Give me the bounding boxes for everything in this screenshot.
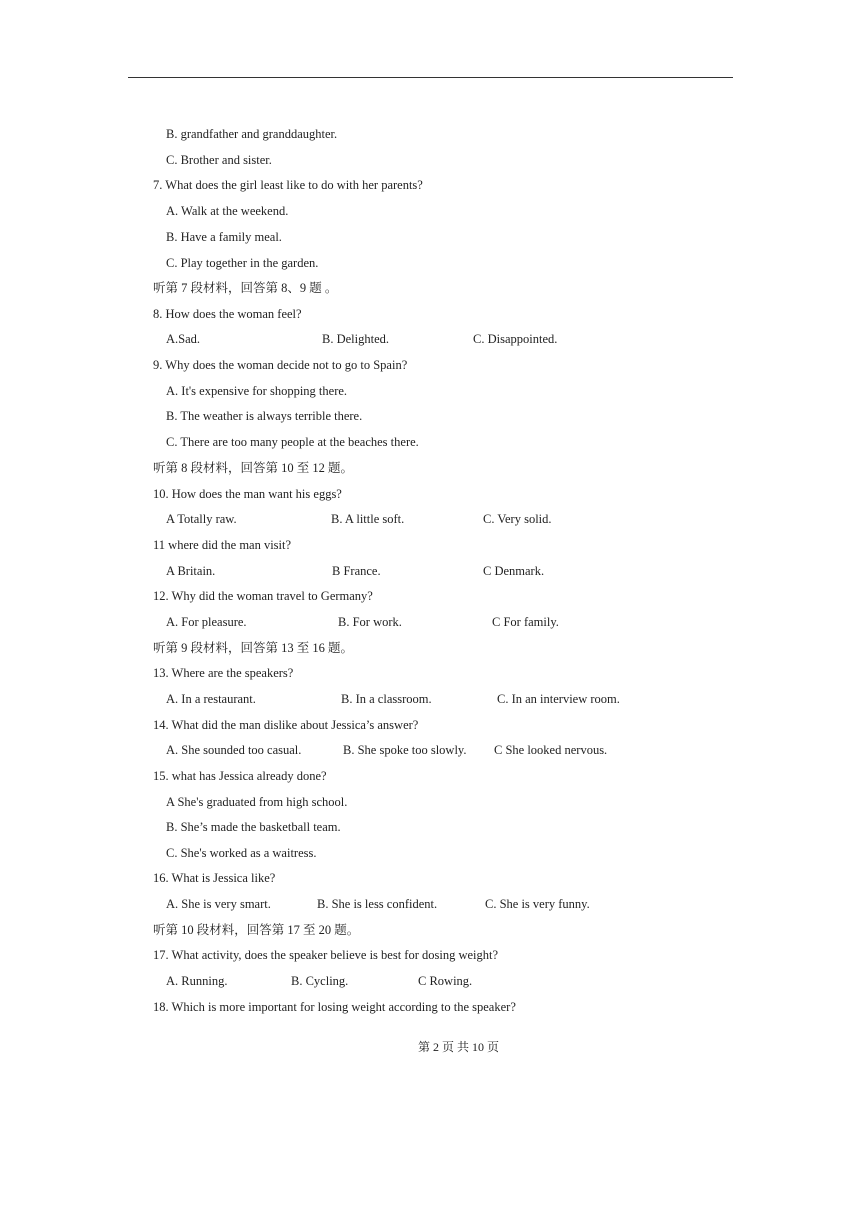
- question-text: 7. What does the girl least like to do with her parents?: [153, 178, 423, 192]
- question-text: 12. Why did the woman travel to Germany?: [153, 589, 373, 603]
- answer-option: C. In an interview room.: [497, 692, 620, 706]
- answer-option: B. She’s made the basketball team.: [166, 820, 341, 834]
- answer-option: A Britain.: [166, 564, 216, 578]
- answer-option: B. She spoke too slowly.: [343, 743, 467, 757]
- answer-option: A.Sad.: [166, 332, 201, 346]
- question-text: 11 where did the man visit?: [153, 538, 292, 552]
- answer-option: A. It's expensive for shopping there.: [166, 384, 348, 398]
- answer-option: C. She is very funny.: [485, 897, 590, 911]
- answer-option: B. Cycling.: [291, 974, 349, 988]
- answer-option: A. Walk at the weekend.: [166, 204, 289, 218]
- answer-option: C. She's worked as a waitress.: [166, 846, 317, 860]
- section-instruction: 听第 9 段材料，回答第 13 至 16 题。: [153, 641, 354, 655]
- section-instruction: 听第 7 段材料，回答第 8、9 题 。: [153, 281, 338, 295]
- answer-option: A. She sounded too casual.: [166, 743, 302, 757]
- answer-option: A. Running.: [166, 974, 228, 988]
- answer-option: A. In a restaurant.: [166, 692, 256, 706]
- question-text: 8. How does the woman feel?: [153, 307, 302, 321]
- answer-option: C For family.: [492, 615, 559, 629]
- question-text: 15. what has Jessica already done?: [153, 769, 327, 783]
- question-text: 18. Which is more important for losing weight according to the speaker?: [153, 1000, 516, 1014]
- answer-option: B. For work.: [338, 615, 402, 629]
- answer-option: A Totally raw.: [166, 512, 237, 526]
- header-rule: [128, 77, 733, 78]
- question-text: 10. How does the man want his eggs?: [153, 487, 342, 501]
- answer-option: B France.: [332, 564, 381, 578]
- answer-option: B. She is less confident.: [317, 897, 438, 911]
- answer-option: C. There are too many people at the beaches there.: [166, 435, 419, 449]
- answer-option: A She's graduated from high school.: [166, 795, 348, 809]
- section-instruction: 听第 10 段材料，回答第 17 至 20 题。: [153, 923, 360, 937]
- question-text: 9. Why does the woman decide not to go to Spain?: [153, 358, 408, 372]
- page-footer: 第 2 页 共 10 页: [417, 1040, 499, 1054]
- section-instruction: 听第 8 段材料，回答第 10 至 12 题。: [153, 461, 354, 475]
- answer-option: B. Have a family meal.: [166, 230, 282, 244]
- answer-option: B. grandfather and granddaughter.: [166, 127, 338, 141]
- question-text: 16. What is Jessica like?: [153, 871, 276, 885]
- answer-option: A. For pleasure.: [166, 615, 247, 629]
- answer-option: A. She is very smart.: [166, 897, 271, 911]
- answer-option: C. Very solid.: [483, 512, 552, 526]
- answer-option: B. The weather is always terrible there.: [166, 409, 363, 423]
- answer-option: C. Disappointed.: [473, 332, 558, 346]
- answer-option: B. In a classroom.: [341, 692, 432, 706]
- question-text: 14. What did the man dislike about Jessica’s answer?: [153, 718, 419, 732]
- question-text: 13. Where are the speakers?: [153, 666, 294, 680]
- question-text: 17. What activity, does the speaker believe is best for dosing weight?: [153, 948, 499, 962]
- answer-option: C Rowing.: [418, 974, 473, 988]
- answer-option: C She looked nervous.: [494, 743, 608, 757]
- answer-option: C. Brother and sister.: [166, 153, 272, 167]
- answer-option: B. Delighted.: [322, 332, 390, 346]
- answer-option: C. Play together in the garden.: [166, 256, 319, 270]
- answer-option: B. A little soft.: [331, 512, 405, 526]
- answer-option: C Denmark.: [483, 564, 545, 578]
